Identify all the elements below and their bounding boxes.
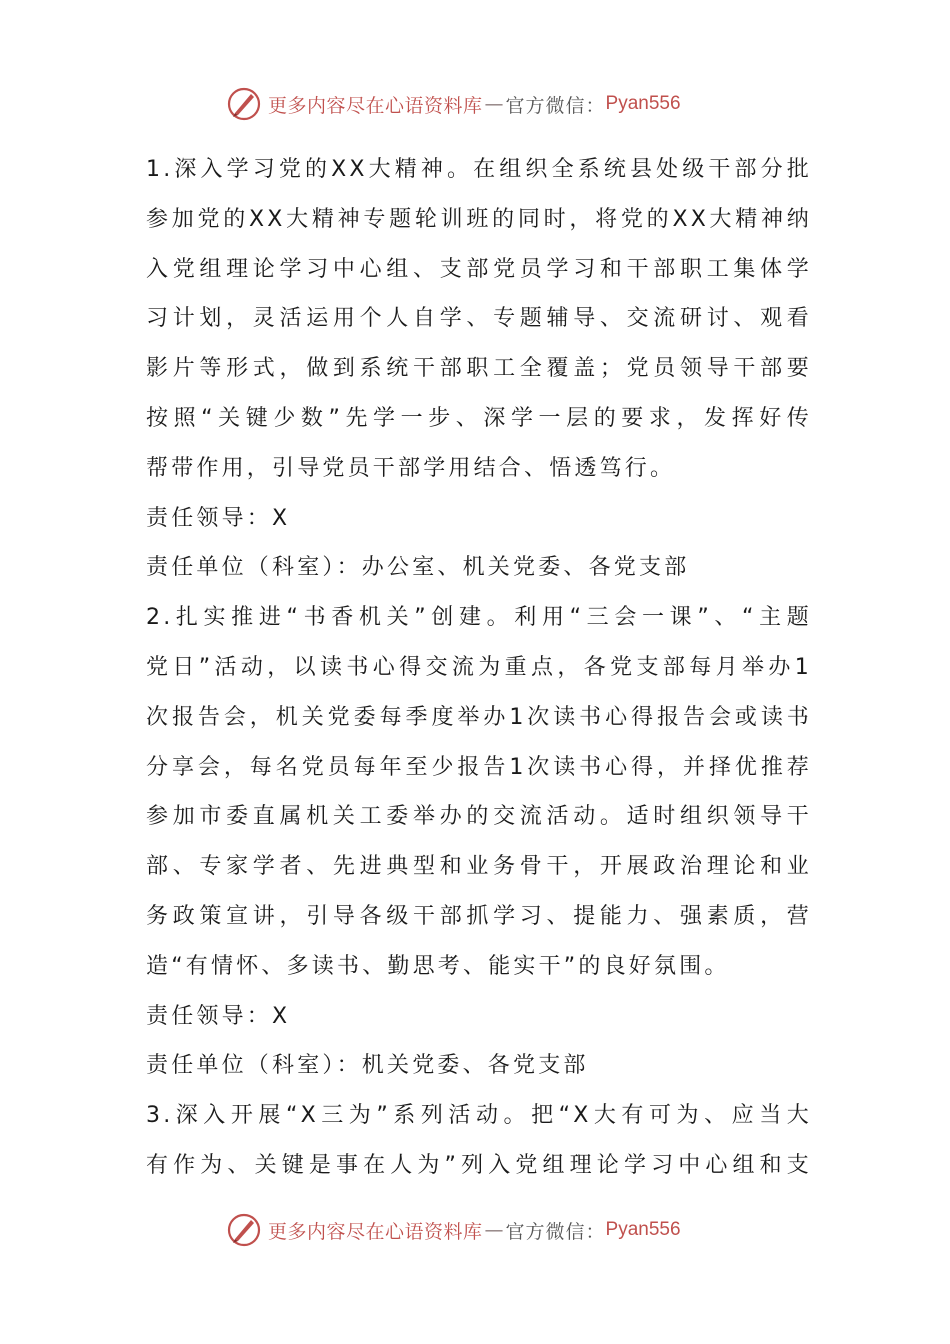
footer-banner bbox=[226, 1210, 681, 1250]
banner-label: 官方微信： bbox=[505, 1220, 606, 1243]
responsible-leader: 责任领导：X bbox=[146, 505, 291, 531]
text-line: 入党组理论学习中心组、支部党员学习和干部职工集体学 bbox=[146, 256, 812, 282]
text-line: 按照“关键少数”先学一步、深学一层的要求，发挥好传 bbox=[146, 405, 812, 431]
quill-logo-icon bbox=[226, 1212, 262, 1248]
banner-wechat-id: Pyan556 bbox=[605, 1219, 681, 1240]
text-line: 参加党的XX大精神专题轮训班的同时，将党的XX大精神纳 bbox=[146, 206, 812, 232]
banner-wechat-id: Pyan556 bbox=[605, 93, 681, 114]
document-body bbox=[146, 145, 812, 1191]
header-banner bbox=[226, 84, 681, 124]
text-line: 1.深入学习党的XX大精神。在组织全系统县处级干部分批 bbox=[146, 157, 812, 182]
text-line: 有作为、关键是事在人为”列入党组理论学习中心组和支 bbox=[146, 1152, 812, 1178]
text-line: 次报告会，机关党委每季度举办1次读书心得报告会或读书 bbox=[146, 704, 812, 730]
text-line: 参加市委直属机关工委举办的交流活动。适时组织领导干 bbox=[146, 804, 812, 830]
text-line: 党日”活动，以读书心得交流为重点，各党支部每月举办1 bbox=[146, 654, 812, 680]
quill-logo-icon bbox=[226, 86, 262, 122]
banner-separator: — bbox=[484, 1219, 504, 1241]
banner-label: 官方微信： bbox=[505, 94, 606, 117]
text-line: 造“有情怀、多读书、勤思考、能实干”的良好氛围。 bbox=[146, 953, 730, 979]
text-line: 2.扎实推进“书香机关”创建。利用“三会一课”、“主题 bbox=[146, 605, 812, 631]
text-line: 分享会，每名党员每年至少报告1次读书心得，并择优推荐 bbox=[146, 754, 812, 780]
text-line: 习计划，灵活运用个人自学、专题辅导、交流研讨、观看 bbox=[146, 306, 812, 332]
responsible-unit: 责任单位（科室）：办公室、机关党委、各党支部 bbox=[146, 555, 690, 581]
banner-text: 更多内容尽在心语资料库 bbox=[268, 94, 483, 117]
text-line: 务政策宣讲，引导各级干部抓学习、提能力、强素质，营 bbox=[146, 903, 812, 929]
responsible-unit: 责任单位（科室）：机关党委、各党支部 bbox=[146, 1053, 589, 1079]
text-line: 帮带作用，引导党员干部学用结合、悟透笃行。 bbox=[146, 455, 676, 481]
text-line: 部、专家学者、先进典型和业务骨干，开展政治理论和业 bbox=[146, 854, 812, 880]
banner-separator: — bbox=[484, 93, 504, 115]
text-line: 3.深入开展“X三为”系列活动。把“X大有可为、应当大 bbox=[146, 1103, 812, 1129]
responsible-leader: 责任领导：X bbox=[146, 1003, 291, 1029]
text-line: 影片等形式，做到系统干部职工全覆盖；党员领导干部要 bbox=[146, 356, 812, 382]
banner-text: 更多内容尽在心语资料库 bbox=[268, 1220, 483, 1243]
